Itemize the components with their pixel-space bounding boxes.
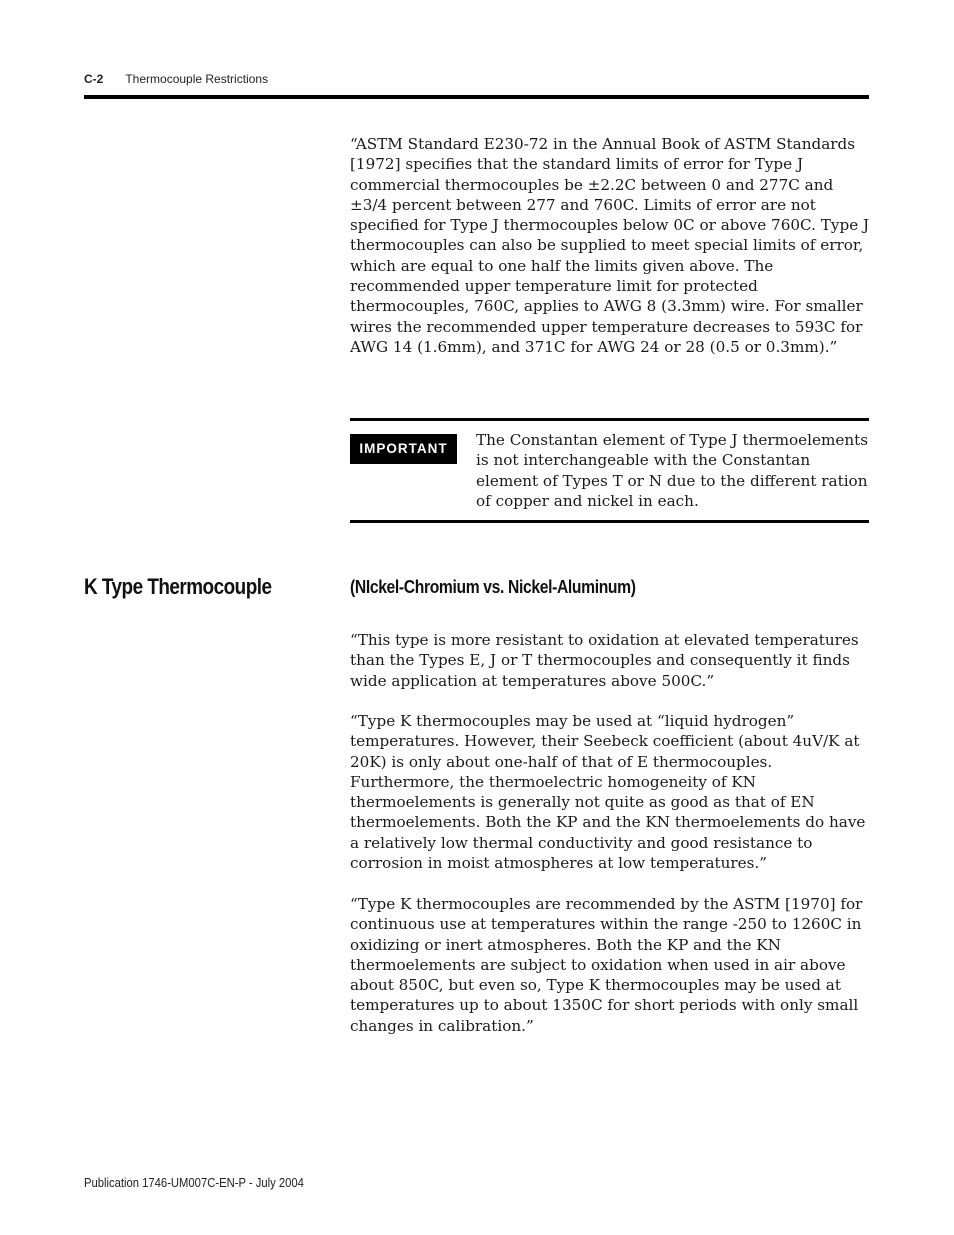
section-subheading: (NIckel-Chromium vs. Nickel-Aluminum) bbox=[350, 577, 636, 597]
header-rule bbox=[84, 95, 869, 99]
page-header bbox=[84, 72, 268, 86]
publication-footer: Publication 1746-UM007C-EN-P - July 2004 bbox=[84, 1176, 304, 1190]
section-title: K Type Thermocouple bbox=[84, 574, 272, 599]
running-title: Thermocouple Restrictions bbox=[125, 72, 269, 86]
important-callout bbox=[350, 418, 869, 523]
page-number: C-2 bbox=[84, 72, 104, 86]
intro-quote-paragraph: “ASTM Standard E230-72 in the Annual Book of ASTM Standards [1972] specifies that the standard limits of error for Type J commercial thermocouples be ±2.2C between 0 and 277C and ±3/4 percent between 277 and 760C. Limits of error are not specified for Type J thermocouples below 0C or above 760C. Type J thermocouples can also be supplied to meet special limits of error, which are equal to one half the limits given above. The recommended upper temperature limit for protected thermocouples, 760C, applies to AWG 8 (3.3mm) wire. For smaller wires the recommended upper temperature decreases to 593C for AWG 14 (1.6mm), and 371C for AWG 24 or 28 (0.5 or 0.3mm).” bbox=[350, 135, 870, 356]
important-label: IMPORTANT bbox=[350, 434, 457, 464]
paragraph: “This type is more resistant to oxidation at elevated temperatures than the Types E, J or T thermocouples and consequently it finds wide application at temperatures above 500C.” bbox=[350, 631, 859, 690]
paragraph: “Type K thermocouples may be used at “liquid hydrogen” temperatures. However, their Seebeck coefficient (about 4uV/K at 20K) is only about one-half of that of E thermocouples. Furthermore, the thermoelectric homogeneity of KN thermoelements is generally not quite as good as that of EN thermoelements. Both the KP and the KN thermoelements do have a relatively low thermal conductivity and good resistance to corrosion in moist atmospheres at low temperatures.” bbox=[350, 712, 866, 873]
paragraph: “Type K thermocouples are recommended by the ASTM [1970] for continuous use at temperatures within the range -250 to 1260C in oxidizing or inert atmospheres. Both the KP and the KN thermoelements are subject to oxidation when used in air above about 850C, but even so, Type K thermocouples may be used at temperatures up to about 1350C for short periods with only small changes in calibration.” bbox=[350, 895, 863, 1035]
important-text: The Constantan element of Type J thermoelements is not interchangeable with the Constantan element of Types T or N due to the different ration of copper and nickel in each. bbox=[476, 431, 869, 510]
